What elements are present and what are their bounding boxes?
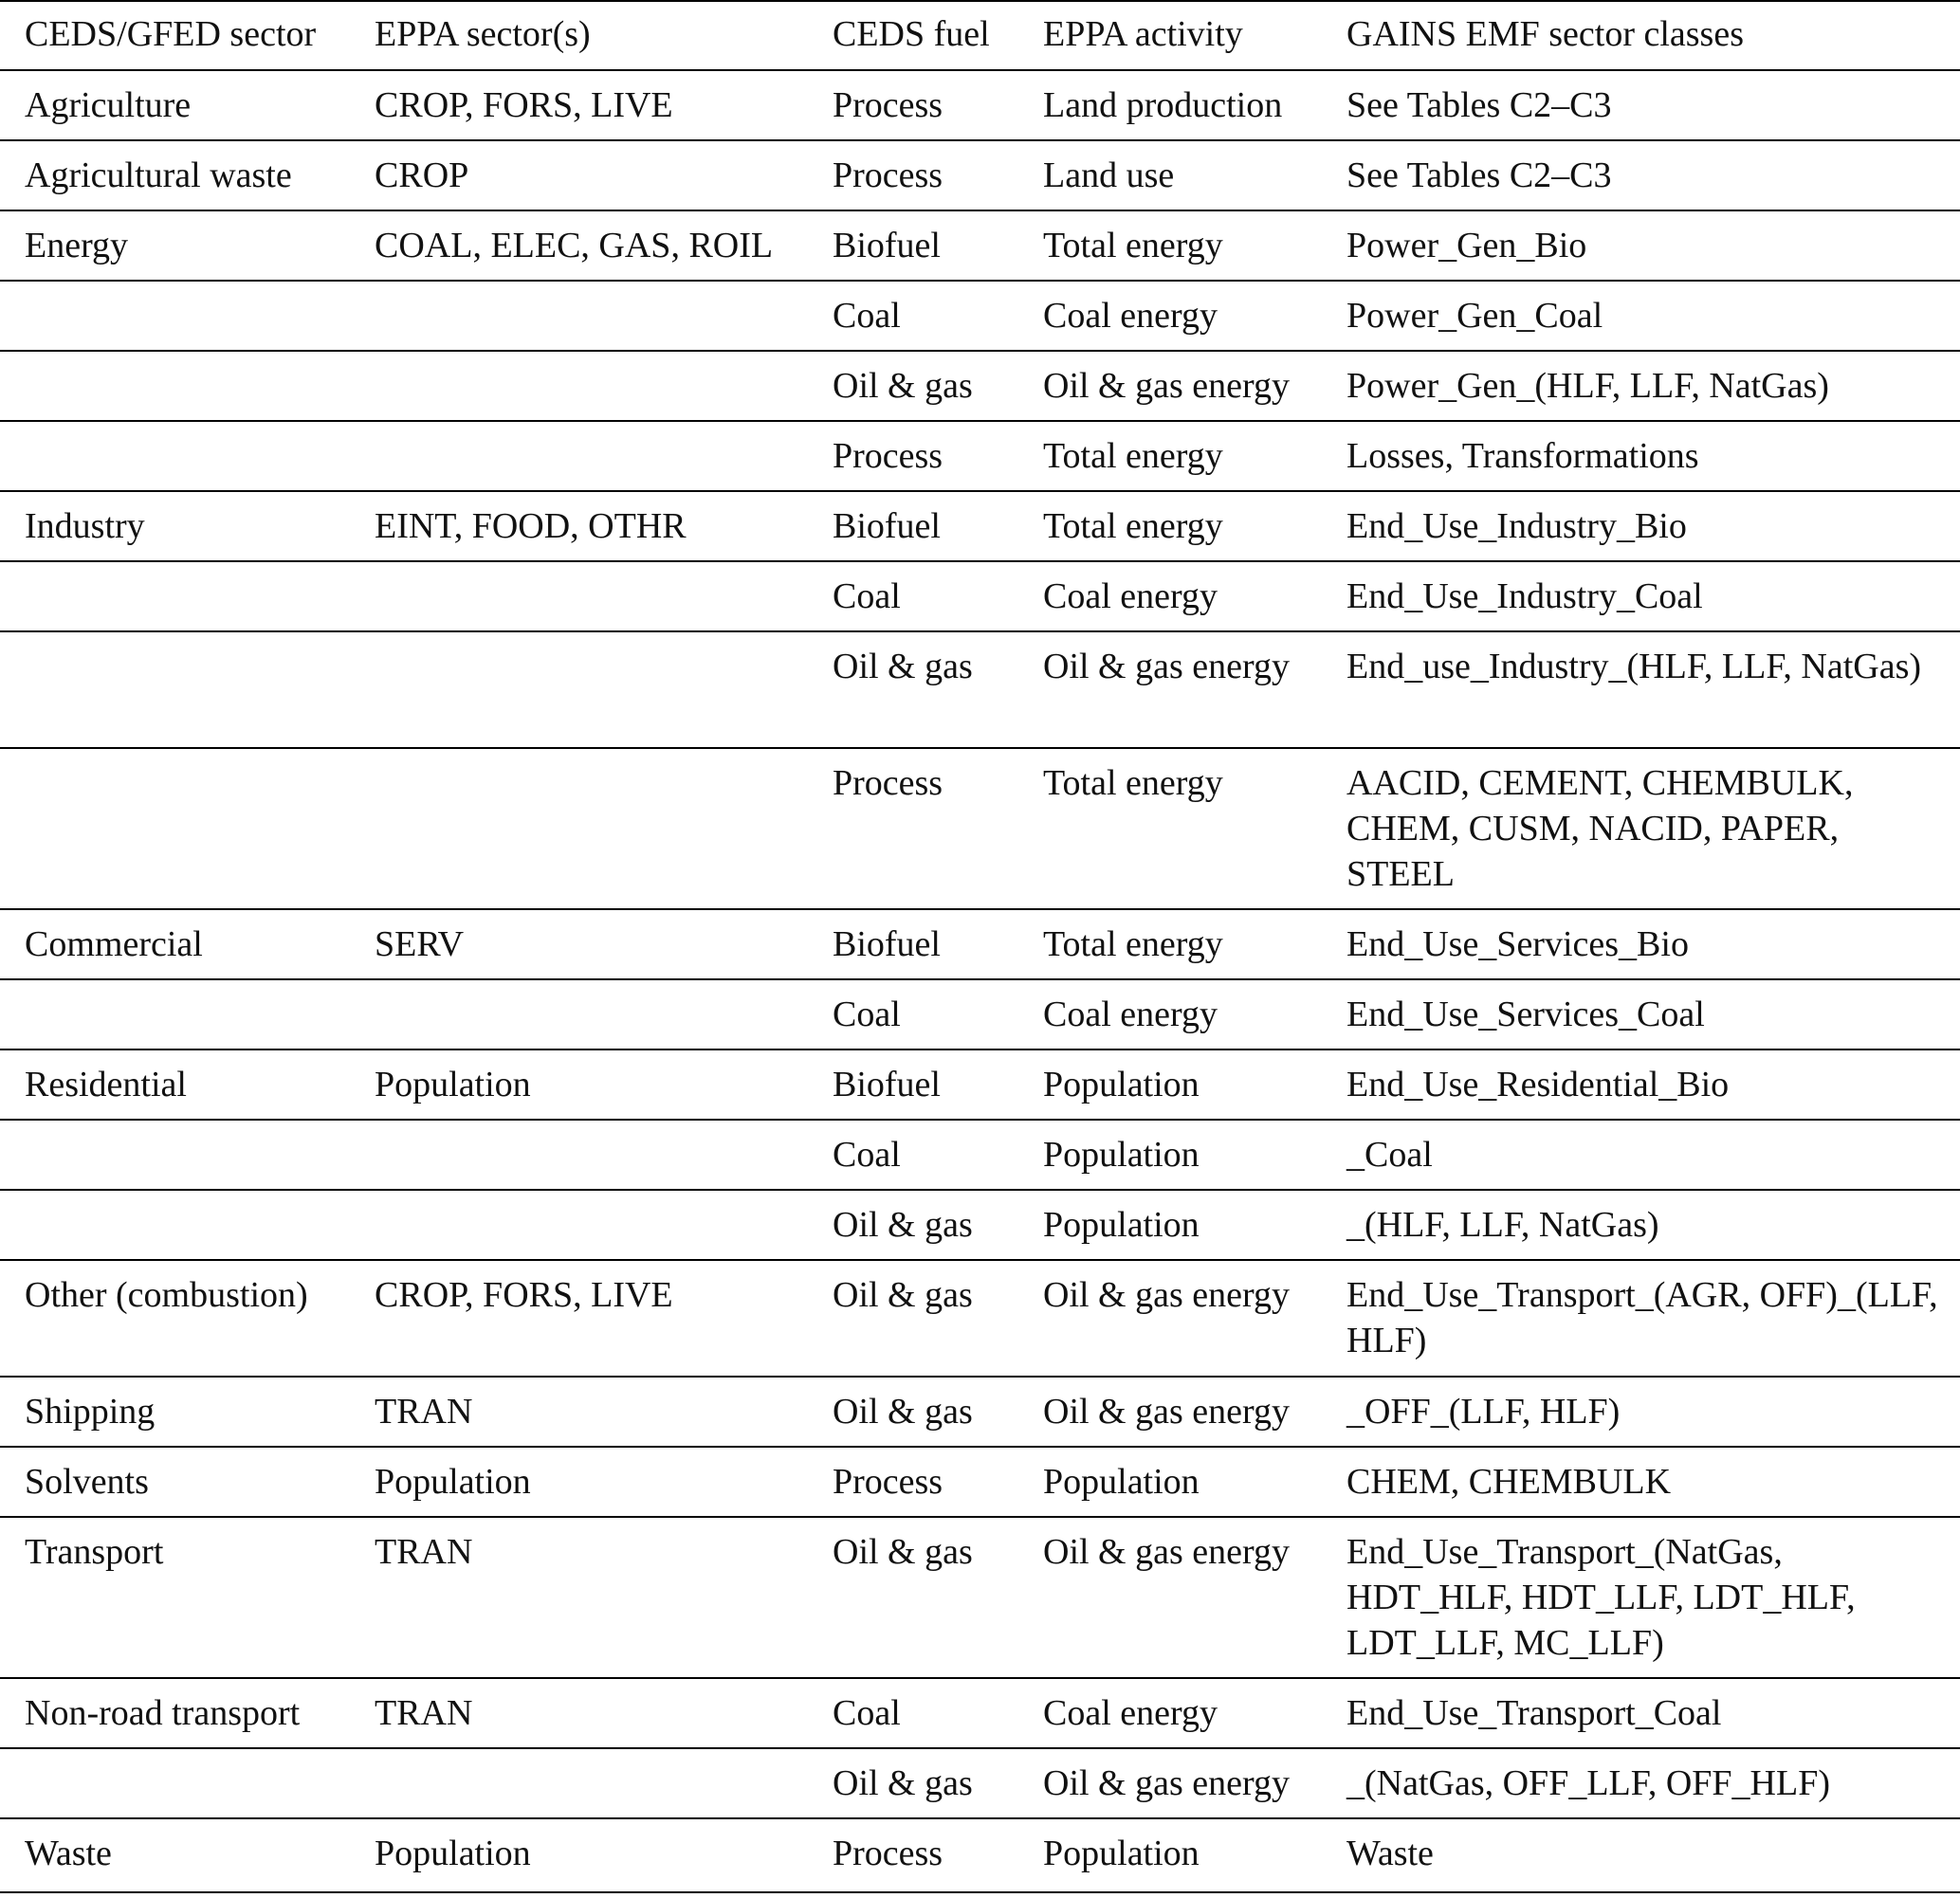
table-row [0, 910, 1960, 980]
table-row [0, 980, 1960, 1050]
cell-ceds-sector: Energy [25, 226, 129, 265]
cell-ceds-sector [0, 632, 350, 747]
cell-eppa-activity: Population [1043, 1135, 1200, 1175]
header-eppa-sectors: EPPA sector(s) [375, 14, 591, 54]
cell-eppa-activity: Oil & gas energy [1043, 1763, 1290, 1803]
cell-eppa-sectors [350, 282, 808, 350]
table-header [0, 2, 1960, 71]
cell-ceds-fuel: Biofuel [833, 226, 941, 265]
cell-ceds-fuel: Process [833, 436, 943, 476]
table-row [0, 1819, 1960, 1893]
cell-ceds-fuel: Oil & gas [833, 366, 973, 406]
cell-ceds-fuel: Oil & gas [833, 1392, 973, 1432]
cell-eppa-activity: Oil & gas energy [1043, 1392, 1290, 1432]
cell-eppa-sectors [350, 1749, 808, 1817]
cell-eppa-sectors: TRAN [375, 1693, 473, 1733]
cell-ceds-sector: Solvents [25, 1462, 149, 1502]
cell-ceds-fuel: Coal [833, 995, 901, 1034]
cell-eppa-activity: Oil & gas energy [1043, 647, 1290, 686]
cell-gains-classes: End_Use_Residential_Bio [1346, 1065, 1730, 1104]
cell-ceds-fuel: Process [833, 85, 943, 125]
cell-ceds-fuel: Process [833, 1834, 943, 1873]
cell-eppa-sectors: Population [375, 1462, 531, 1502]
cell-gains-classes: _OFF_(LLF, HLF) [1346, 1392, 1621, 1432]
cell-eppa-sectors: EINT, FOOD, OTHR [375, 506, 687, 546]
cell-ceds-sector: Shipping [25, 1392, 156, 1432]
cell-eppa-sectors: Population [375, 1065, 531, 1104]
cell-ceds-fuel: Coal [833, 1135, 901, 1175]
cell-eppa-activity: Oil & gas energy [1043, 1275, 1290, 1315]
cell-ceds-sector: Agriculture [25, 85, 192, 125]
cell-eppa-activity: Total energy [1043, 436, 1223, 476]
cell-eppa-sectors: TRAN [375, 1532, 473, 1572]
header-gains-emf-sector-classes: GAINS EMF sector classes [1346, 14, 1745, 54]
cell-gains-classes: AACID, CEMENT, CHEMBULK, CHEM, CUSM, NACID, PAPER, STEEL [1346, 763, 1854, 894]
cell-eppa-activity: Oil & gas energy [1043, 366, 1290, 406]
cell-eppa-activity: Total energy [1043, 226, 1223, 265]
cell-gains-classes: End_Use_Industry_Bio [1346, 506, 1687, 546]
table-row [0, 1050, 1960, 1121]
cell-eppa-activity: Population [1043, 1462, 1200, 1502]
cell-gains-classes: End_Use_Services_Bio [1346, 924, 1689, 964]
cell-eppa-sectors: CROP, FORS, LIVE [375, 85, 673, 125]
cell-gains-classes: End_Use_Transport_Coal [1346, 1693, 1722, 1733]
cell-ceds-fuel: Biofuel [833, 924, 941, 964]
table-row [0, 1448, 1960, 1518]
table-row [0, 211, 1960, 282]
cell-ceds-sector: Residential [25, 1065, 187, 1104]
cell-eppa-sectors [350, 352, 808, 420]
table-row [0, 1261, 1960, 1378]
cell-eppa-sectors: Population [375, 1834, 531, 1873]
cell-gains-classes: _(HLF, LLF, NatGas) [1346, 1205, 1659, 1245]
cell-ceds-sector [0, 980, 350, 1049]
table-row [0, 422, 1960, 492]
cell-eppa-sectors [350, 1121, 808, 1189]
cell-ceds-sector [0, 1121, 350, 1189]
cell-gains-classes: _(NatGas, OFF_LLF, OFF_HLF) [1346, 1763, 1830, 1803]
table-row [0, 1679, 1960, 1749]
table-row [0, 1749, 1960, 1819]
cell-eppa-sectors: CROP, FORS, LIVE [375, 1275, 673, 1315]
table-row [0, 632, 1960, 749]
header-ceds-gfed-sector: CEDS/GFED sector [25, 14, 317, 54]
cell-ceds-fuel: Coal [833, 576, 901, 616]
cell-eppa-sectors: TRAN [375, 1392, 473, 1432]
table-row [0, 1518, 1960, 1679]
cell-ceds-fuel: Oil & gas [833, 1763, 973, 1803]
cell-eppa-activity: Total energy [1043, 924, 1223, 964]
cell-gains-classes: End_Use_Services_Coal [1346, 995, 1705, 1034]
cell-eppa-sectors: SERV [375, 924, 465, 964]
cell-eppa-activity: Total energy [1043, 506, 1223, 546]
cell-eppa-sectors [350, 422, 808, 490]
table-row [0, 71, 1960, 141]
cell-gains-classes: Power_Gen_Coal [1346, 296, 1603, 336]
cell-ceds-fuel: Oil & gas [833, 647, 973, 686]
cell-eppa-sectors [350, 980, 808, 1049]
cell-ceds-sector [0, 562, 350, 630]
cell-ceds-sector [0, 282, 350, 350]
cell-gains-classes: End_Use_Industry_Coal [1346, 576, 1703, 616]
header-ceds-fuel: CEDS fuel [833, 14, 990, 54]
cell-gains-classes: Losses, Transformations [1346, 436, 1699, 476]
cell-ceds-fuel: Oil & gas [833, 1532, 973, 1572]
cell-ceds-sector: Agricultural waste [25, 155, 292, 195]
table-row [0, 492, 1960, 562]
table-row [0, 1121, 1960, 1191]
cell-eppa-activity: Population [1043, 1065, 1200, 1104]
cell-ceds-sector [0, 749, 350, 908]
cell-ceds-sector: Other (combustion) [25, 1275, 308, 1315]
cell-gains-classes: See Tables C2–C3 [1346, 155, 1612, 195]
cell-ceds-fuel: Process [833, 1462, 943, 1502]
cell-eppa-activity: Land production [1043, 85, 1283, 125]
table-row [0, 352, 1960, 422]
cell-ceds-sector [0, 1191, 350, 1259]
cell-eppa-sectors: COAL, ELEC, GAS, ROIL [375, 226, 774, 265]
cell-ceds-fuel: Process [833, 155, 943, 195]
cell-eppa-activity: Coal energy [1043, 576, 1218, 616]
cell-gains-classes: Power_Gen_Bio [1346, 226, 1587, 265]
cell-gains-classes: Power_Gen_(HLF, LLF, NatGas) [1346, 366, 1829, 406]
cell-ceds-fuel: Process [833, 763, 943, 803]
cell-ceds-fuel: Biofuel [833, 506, 941, 546]
cell-eppa-activity: Population [1043, 1205, 1200, 1245]
cell-ceds-sector [0, 1749, 350, 1817]
cell-eppa-activity: Coal energy [1043, 995, 1218, 1034]
cell-eppa-sectors [350, 749, 808, 908]
cell-ceds-fuel: Coal [833, 296, 901, 336]
cell-ceds-sector: Transport [25, 1532, 164, 1572]
table-row [0, 1378, 1960, 1448]
cell-eppa-activity: Population [1043, 1834, 1200, 1873]
table-row [0, 562, 1960, 632]
cell-eppa-sectors [350, 1191, 808, 1259]
cell-ceds-sector [0, 422, 350, 490]
cell-eppa-activity: Total energy [1043, 763, 1223, 803]
cell-gains-classes: _Coal [1346, 1135, 1433, 1175]
cell-gains-classes: End_Use_Transport_(NatGas, HDT_HLF, HDT_LLF, LDT_HLF, LDT_LLF, MC_LLF) [1346, 1532, 1856, 1663]
cell-ceds-sector: Industry [25, 506, 145, 546]
cell-eppa-activity: Coal energy [1043, 1693, 1218, 1733]
cell-ceds-fuel: Oil & gas [833, 1275, 973, 1315]
cell-ceds-sector: Waste [25, 1834, 112, 1873]
cell-gains-classes: Waste [1346, 1834, 1434, 1873]
cell-ceds-sector: Non-road transport [25, 1693, 301, 1733]
cell-gains-classes: See Tables C2–C3 [1346, 85, 1612, 125]
header-eppa-activity: EPPA activity [1043, 14, 1243, 54]
cell-eppa-sectors: CROP [375, 155, 469, 195]
cell-eppa-activity: Land use [1043, 155, 1175, 195]
cell-gains-classes: End_Use_Transport_(AGR, OFF)_(LLF, HLF) [1346, 1275, 1938, 1360]
cell-ceds-sector [0, 352, 350, 420]
table-row [0, 749, 1960, 910]
cell-eppa-activity: Coal energy [1043, 296, 1218, 336]
cell-eppa-sectors [350, 562, 808, 630]
table-row [0, 141, 1960, 211]
cell-eppa-activity: Oil & gas energy [1043, 1532, 1290, 1572]
cell-ceds-fuel: Biofuel [833, 1065, 941, 1104]
cell-ceds-fuel: Coal [833, 1693, 901, 1733]
cell-gains-classes: CHEM, CHEMBULK [1346, 1462, 1672, 1502]
cell-ceds-fuel: Oil & gas [833, 1205, 973, 1245]
cell-eppa-sectors [350, 632, 808, 747]
table-row [0, 282, 1960, 352]
cell-ceds-sector: Commercial [25, 924, 203, 964]
table-row [0, 1191, 1960, 1261]
cell-gains-classes: End_use_Industry_(HLF, LLF, NatGas) [1346, 647, 1922, 686]
